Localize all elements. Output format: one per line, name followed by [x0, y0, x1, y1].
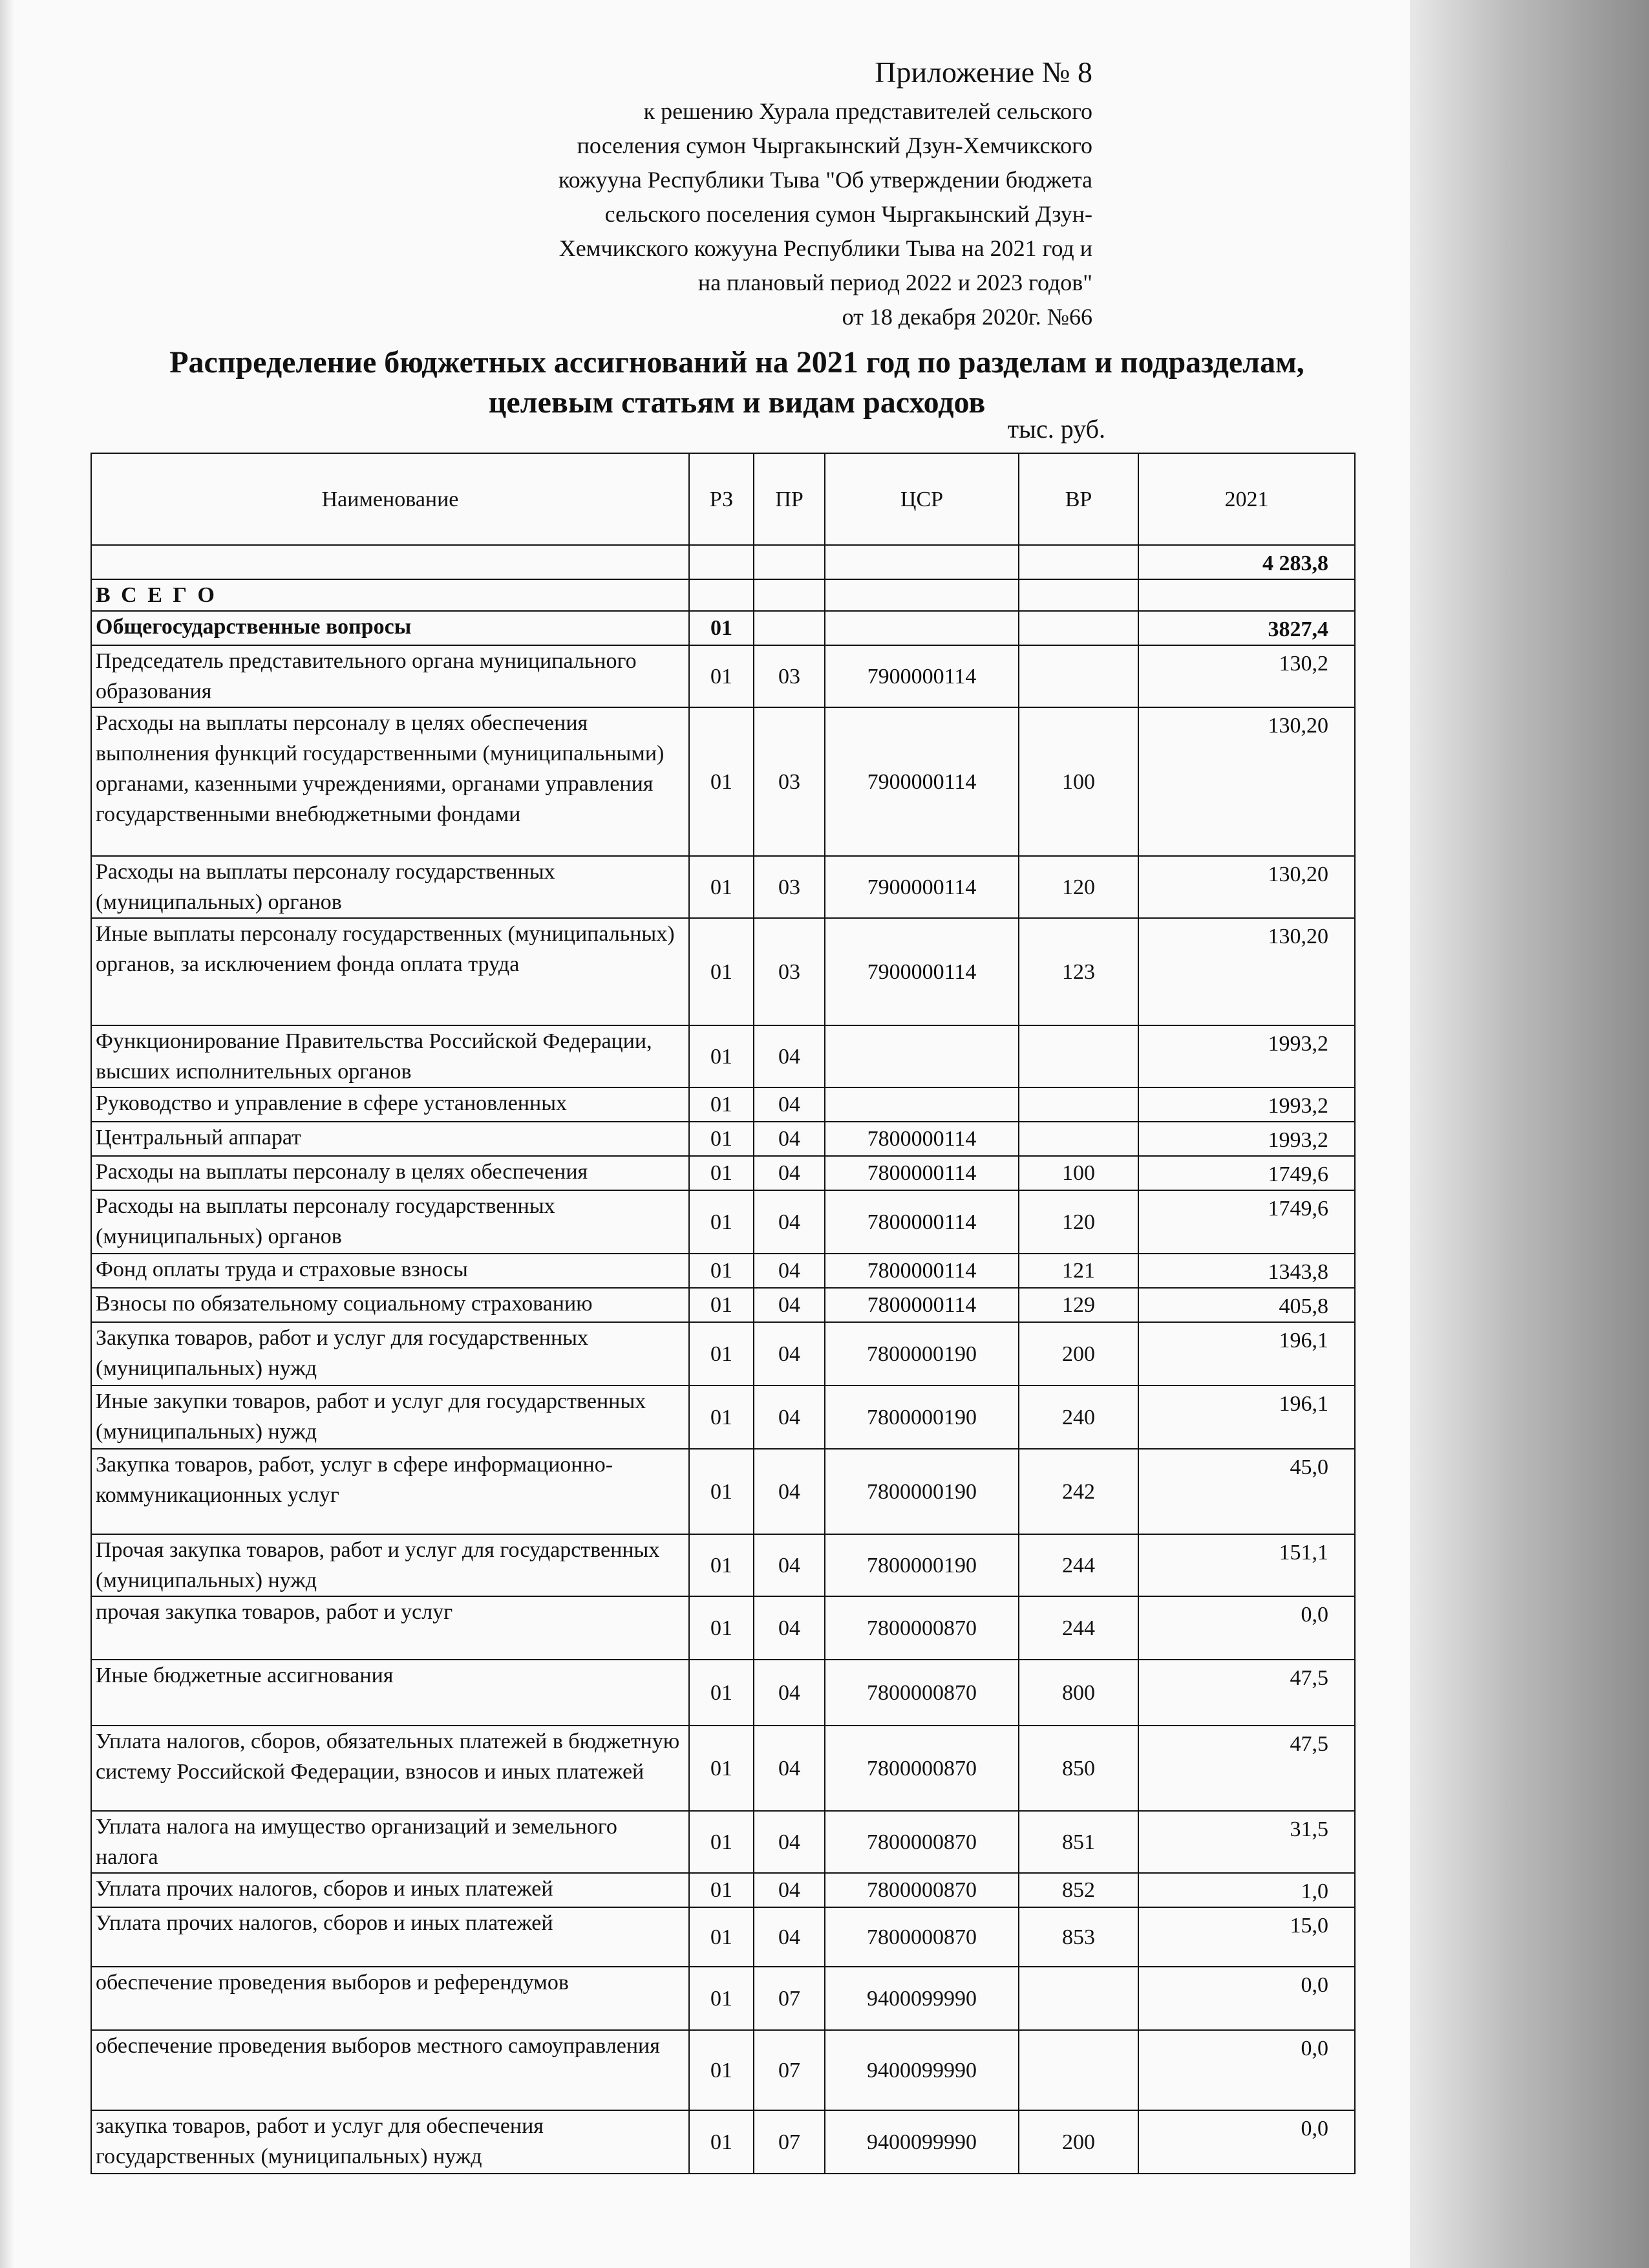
- row-value-cell: 0,0: [1138, 2110, 1355, 2174]
- row-vr-cell: 242: [1019, 1449, 1138, 1534]
- row-rz-cell: 01: [689, 1449, 754, 1534]
- row-value-cell: 1993,2: [1138, 1025, 1355, 1087]
- row-csr-cell: 9400099990: [825, 1967, 1019, 2030]
- row-name-cell: Руководство и управление в сфере установленных: [91, 1087, 689, 1122]
- unit-label: тыс. руб.: [1007, 414, 1105, 444]
- table-body: [91, 545, 1355, 2174]
- row-pr-cell: [754, 579, 825, 611]
- row-value-cell: 47,5: [1138, 1660, 1355, 1726]
- row-value-cell: 15,0: [1138, 1907, 1355, 1967]
- row-pr-cell: 04: [754, 1385, 825, 1449]
- row-csr-cell: 7800000870: [825, 1811, 1019, 1873]
- row-name-cell: Расходы на выплаты персоналу в целях обеспечения выполнения функций государственными (муниципальными) органами, казенными учреждениями, органами управления государственными внебюджетными фондами: [91, 707, 689, 856]
- row-csr-cell: 7800000870: [825, 1726, 1019, 1811]
- row-csr-cell: [825, 1025, 1019, 1087]
- row-vr-cell: [1019, 1025, 1138, 1087]
- table-row: [91, 856, 1355, 918]
- row-pr-cell: 04: [754, 1811, 825, 1873]
- table-row: [91, 1156, 1355, 1190]
- row-pr-cell: 04: [754, 1907, 825, 1967]
- row-vr-cell: [1019, 1087, 1138, 1122]
- document-title-line: Распределение бюджетных ассигнований на 2021 год по разделам и подразделам,: [169, 345, 1304, 380]
- row-value-cell: 196,1: [1138, 1385, 1355, 1449]
- row-name-cell: Фонд оплаты труда и страховые взносы: [91, 1254, 689, 1288]
- row-rz-cell: 01: [689, 707, 754, 856]
- row-csr-cell: [825, 1087, 1019, 1122]
- row-name-cell: Взносы по обязательному социальному страхованию: [91, 1288, 689, 1322]
- row-csr-cell: 7800000190: [825, 1449, 1019, 1534]
- row-csr-cell: 7800000870: [825, 1907, 1019, 1967]
- row-vr-cell: 240: [1019, 1385, 1138, 1449]
- row-csr-cell: 7800000114: [825, 1156, 1019, 1190]
- row-value-cell: 1749,6: [1138, 1190, 1355, 1254]
- row-vr-cell: 852: [1019, 1873, 1138, 1907]
- row-rz-cell: 01: [689, 1254, 754, 1288]
- row-name-cell: обеспечение проведения выборов местного самоуправления: [91, 2030, 689, 2110]
- row-pr-cell: 04: [754, 1254, 825, 1288]
- table-row: [91, 1907, 1355, 1967]
- table-row: [91, 1726, 1355, 1811]
- row-name-cell: Расходы на выплаты персоналу государственных (муниципальных) органов: [91, 1190, 689, 1254]
- row-pr-cell: 04: [754, 1288, 825, 1322]
- table-row: [91, 1288, 1355, 1322]
- row-value-cell: 1993,2: [1138, 1087, 1355, 1122]
- row-name-cell: Иные выплаты персоналу государственных (муниципальных) органов, за исключением фонда оплата труда: [91, 918, 689, 1025]
- row-vr-cell: 123: [1019, 918, 1138, 1025]
- row-csr-cell: 7800000114: [825, 1122, 1019, 1156]
- row-name-cell: Иные закупки товаров, работ и услуг для государственных (муниципальных) нужд: [91, 1385, 689, 1449]
- row-pr-cell: 04: [754, 1156, 825, 1190]
- row-rz-cell: [689, 579, 754, 611]
- row-rz-cell: 01: [689, 1087, 754, 1122]
- table-row: [91, 1122, 1355, 1156]
- row-rz-cell: 01: [689, 1025, 754, 1087]
- row-pr-cell: 04: [754, 1190, 825, 1254]
- row-rz-cell: 01: [689, 1811, 754, 1873]
- row-value-cell: 130,20: [1138, 856, 1355, 918]
- header-vr: ВР: [1019, 453, 1138, 545]
- row-vr-cell: 200: [1019, 1322, 1138, 1385]
- table-row: [91, 918, 1355, 1025]
- row-vr-cell: 121: [1019, 1254, 1138, 1288]
- row-pr-cell: 04: [754, 1122, 825, 1156]
- row-name-cell: Уплата прочих налогов, сборов и иных платежей: [91, 1873, 689, 1907]
- row-value-cell: 45,0: [1138, 1449, 1355, 1534]
- table-header-row: [91, 453, 1355, 545]
- appendix-line: Хемчикского кожууна Республики Тыва на 2021 год и: [559, 235, 1092, 261]
- table-row: [91, 1596, 1355, 1660]
- appendix-line: поселения сумон Чыргакынский Дзун-Хемчикского: [577, 133, 1092, 158]
- row-value-cell: 151,1: [1138, 1534, 1355, 1596]
- table-row: [91, 707, 1355, 856]
- table-row: [91, 1190, 1355, 1254]
- row-name-cell: [91, 545, 689, 579]
- row-value-cell: 3827,4: [1138, 611, 1355, 645]
- row-name-cell: Закупка товаров, работ, услуг в сфере информационно-коммуникационных услуг: [91, 1449, 689, 1534]
- row-vr-cell: [1019, 579, 1138, 611]
- scan-background: [1410, 0, 1649, 2268]
- row-csr-cell: 7800000870: [825, 1873, 1019, 1907]
- document-title-line: целевым статьям и видам расходов: [488, 385, 986, 420]
- row-rz-cell: 01: [689, 1873, 754, 1907]
- row-vr-cell: 200: [1019, 2110, 1138, 2174]
- row-rz-cell: 01: [689, 1288, 754, 1322]
- row-csr-cell: 7900000114: [825, 918, 1019, 1025]
- row-pr-cell: 03: [754, 707, 825, 856]
- table-row: [91, 1322, 1355, 1385]
- row-pr-cell: 03: [754, 918, 825, 1025]
- row-vr-cell: [1019, 611, 1138, 645]
- row-value-cell: 130,20: [1138, 918, 1355, 1025]
- table-row: [91, 1449, 1355, 1534]
- row-csr-cell: 7800000190: [825, 1322, 1019, 1385]
- table-row: [91, 2110, 1355, 2174]
- row-rz-cell: 01: [689, 1596, 754, 1660]
- row-pr-cell: 04: [754, 1660, 825, 1726]
- row-value-cell: 0,0: [1138, 1596, 1355, 1660]
- header-csr: ЦСР: [825, 453, 1019, 545]
- row-vr-cell: [1019, 1122, 1138, 1156]
- row-pr-cell: 04: [754, 1087, 825, 1122]
- header-year: 2021: [1138, 453, 1355, 545]
- row-csr-cell: 7800000870: [825, 1596, 1019, 1660]
- row-csr-cell: 9400099990: [825, 2110, 1019, 2174]
- row-rz-cell: 01: [689, 918, 754, 1025]
- row-rz-cell: [689, 545, 754, 579]
- row-rz-cell: 01: [689, 611, 754, 645]
- row-name-cell: Председатель представительного органа муниципального образования: [91, 645, 689, 707]
- row-csr-cell: 7800000870: [825, 1660, 1019, 1726]
- row-name-cell: Уплата налогов, сборов, обязательных платежей в бюджетную систему Российской Федерации, взносов и иных платежей: [91, 1726, 689, 1811]
- row-pr-cell: 04: [754, 1534, 825, 1596]
- table-row: [91, 1254, 1355, 1288]
- row-rz-cell: 01: [689, 1156, 754, 1190]
- table-row: [91, 645, 1355, 707]
- table-row: [91, 1660, 1355, 1726]
- row-name-cell: Уплата прочих налогов, сборов и иных платежей: [91, 1907, 689, 1967]
- row-rz-cell: 01: [689, 1907, 754, 1967]
- row-vr-cell: 853: [1019, 1907, 1138, 1967]
- row-csr-cell: 7800000114: [825, 1288, 1019, 1322]
- table-row: [91, 1873, 1355, 1907]
- row-name-cell: Функционирование Правительства Российской Федерации, высших исполнительных органов: [91, 1025, 689, 1087]
- row-value-cell: 1749,6: [1138, 1156, 1355, 1190]
- row-pr-cell: [754, 545, 825, 579]
- row-vr-cell: 800: [1019, 1660, 1138, 1726]
- row-pr-cell: 04: [754, 1449, 825, 1534]
- row-rz-cell: 01: [689, 1190, 754, 1254]
- row-vr-cell: 120: [1019, 856, 1138, 918]
- table-row: [91, 611, 1355, 645]
- row-rz-cell: 01: [689, 1726, 754, 1811]
- row-value-cell: 1343,8: [1138, 1254, 1355, 1288]
- row-vr-cell: 851: [1019, 1811, 1138, 1873]
- row-name-cell: обеспечение проведения выборов и референдумов: [91, 1967, 689, 2030]
- row-name-cell: Расходы на выплаты персоналу государственных (муниципальных) органов: [91, 856, 689, 918]
- row-rz-cell: 01: [689, 1967, 754, 2030]
- table-row: [91, 1025, 1355, 1087]
- row-rz-cell: 01: [689, 2030, 754, 2110]
- row-pr-cell: 03: [754, 645, 825, 707]
- row-csr-cell: 9400099990: [825, 2030, 1019, 2110]
- row-pr-cell: 04: [754, 1726, 825, 1811]
- row-value-cell: 130,2: [1138, 645, 1355, 707]
- row-value-cell: 1,0: [1138, 1873, 1355, 1907]
- scan-edge: [0, 0, 14, 2268]
- appendix-line: от 18 декабря 2020г. №66: [842, 304, 1092, 330]
- row-value-cell: 0,0: [1138, 2030, 1355, 2110]
- header-rz: РЗ: [689, 453, 754, 545]
- row-vr-cell: [1019, 645, 1138, 707]
- row-csr-cell: [825, 611, 1019, 645]
- row-vr-cell: [1019, 545, 1138, 579]
- row-name-cell: Уплата налога на имущество организаций и земельного налога: [91, 1811, 689, 1873]
- row-rz-cell: 01: [689, 856, 754, 918]
- row-value-cell: 47,5: [1138, 1726, 1355, 1811]
- row-csr-cell: 7800000114: [825, 1190, 1019, 1254]
- row-csr-cell: 7800000190: [825, 1385, 1019, 1449]
- row-value-cell: 405,8: [1138, 1288, 1355, 1322]
- row-pr-cell: 07: [754, 2030, 825, 2110]
- table-row: [91, 1385, 1355, 1449]
- appendix-line: к решению Хурала представителей сельского: [643, 98, 1092, 124]
- row-vr-cell: 129: [1019, 1288, 1138, 1322]
- row-value-cell: [1138, 579, 1355, 611]
- row-pr-cell: [754, 611, 825, 645]
- appendix-line: кожууна Республики Тыва "Об утверждении бюджета: [558, 167, 1092, 193]
- row-vr-cell: 100: [1019, 707, 1138, 856]
- table-row: [91, 579, 1355, 611]
- row-pr-cell: 07: [754, 2110, 825, 2174]
- appendix-header: [559, 55, 1092, 334]
- row-csr-cell: [825, 579, 1019, 611]
- row-pr-cell: 04: [754, 1025, 825, 1087]
- row-pr-cell: 07: [754, 1967, 825, 2030]
- appendix-line: сельского поселения сумон Чыргакынский Дзун-: [604, 201, 1092, 227]
- row-pr-cell: 04: [754, 1873, 825, 1907]
- row-rz-cell: 01: [689, 1660, 754, 1726]
- row-value-cell: 1993,2: [1138, 1122, 1355, 1156]
- row-rz-cell: 01: [689, 1385, 754, 1449]
- row-name-cell: закупка товаров, работ и услуг для обеспечения государственных (муниципальных) нужд: [91, 2110, 689, 2174]
- row-name-cell: прочая закупка товаров, работ и услуг: [91, 1596, 689, 1660]
- table-row: [91, 2030, 1355, 2110]
- row-csr-cell: 7800000190: [825, 1534, 1019, 1596]
- row-vr-cell: 100: [1019, 1156, 1138, 1190]
- row-name-cell: Центральный аппарат: [91, 1122, 689, 1156]
- row-rz-cell: 01: [689, 1322, 754, 1385]
- row-name-cell: В С Е Г О: [91, 579, 689, 611]
- row-csr-cell: 7900000114: [825, 856, 1019, 918]
- row-value-cell: 4 283,8: [1138, 545, 1355, 579]
- table-row: [91, 1087, 1355, 1122]
- row-vr-cell: 850: [1019, 1726, 1138, 1811]
- table-row: [91, 1534, 1355, 1596]
- row-csr-cell: 7900000114: [825, 707, 1019, 856]
- row-name-cell: Расходы на выплаты персоналу в целях обеспечения: [91, 1156, 689, 1190]
- row-rz-cell: 01: [689, 1534, 754, 1596]
- row-name-cell: Общегосударственные вопросы: [91, 611, 689, 645]
- row-pr-cell: 04: [754, 1596, 825, 1660]
- row-value-cell: 196,1: [1138, 1322, 1355, 1385]
- row-rz-cell: 01: [689, 645, 754, 707]
- row-vr-cell: 244: [1019, 1534, 1138, 1596]
- row-csr-cell: 7800000114: [825, 1254, 1019, 1288]
- header-name: Наименование: [91, 453, 689, 545]
- row-value-cell: 31,5: [1138, 1811, 1355, 1873]
- row-rz-cell: 01: [689, 2110, 754, 2174]
- row-pr-cell: 04: [754, 1322, 825, 1385]
- row-vr-cell: 244: [1019, 1596, 1138, 1660]
- table-row: [91, 1967, 1355, 2030]
- header-pr: ПР: [754, 453, 825, 545]
- table-row: [91, 545, 1355, 579]
- row-value-cell: 130,20: [1138, 707, 1355, 856]
- row-vr-cell: [1019, 2030, 1138, 2110]
- row-vr-cell: 120: [1019, 1190, 1138, 1254]
- row-rz-cell: 01: [689, 1122, 754, 1156]
- row-name-cell: Закупка товаров, работ и услуг для государственных (муниципальных) нужд: [91, 1322, 689, 1385]
- row-csr-cell: [825, 545, 1019, 579]
- row-value-cell: 0,0: [1138, 1967, 1355, 2030]
- budget-table: [90, 453, 1356, 2174]
- table-row: [91, 1811, 1355, 1873]
- row-name-cell: Иные бюджетные ассигнования: [91, 1660, 689, 1726]
- row-name-cell: Прочая закупка товаров, работ и услуг для государственных (муниципальных) нужд: [91, 1534, 689, 1596]
- row-pr-cell: 03: [754, 856, 825, 918]
- appendix-title: Приложение № 8: [875, 56, 1092, 89]
- row-csr-cell: 7900000114: [825, 645, 1019, 707]
- document-title: [90, 343, 1383, 423]
- appendix-line: на плановый период 2022 и 2023 годов": [697, 270, 1092, 295]
- row-vr-cell: [1019, 1967, 1138, 2030]
